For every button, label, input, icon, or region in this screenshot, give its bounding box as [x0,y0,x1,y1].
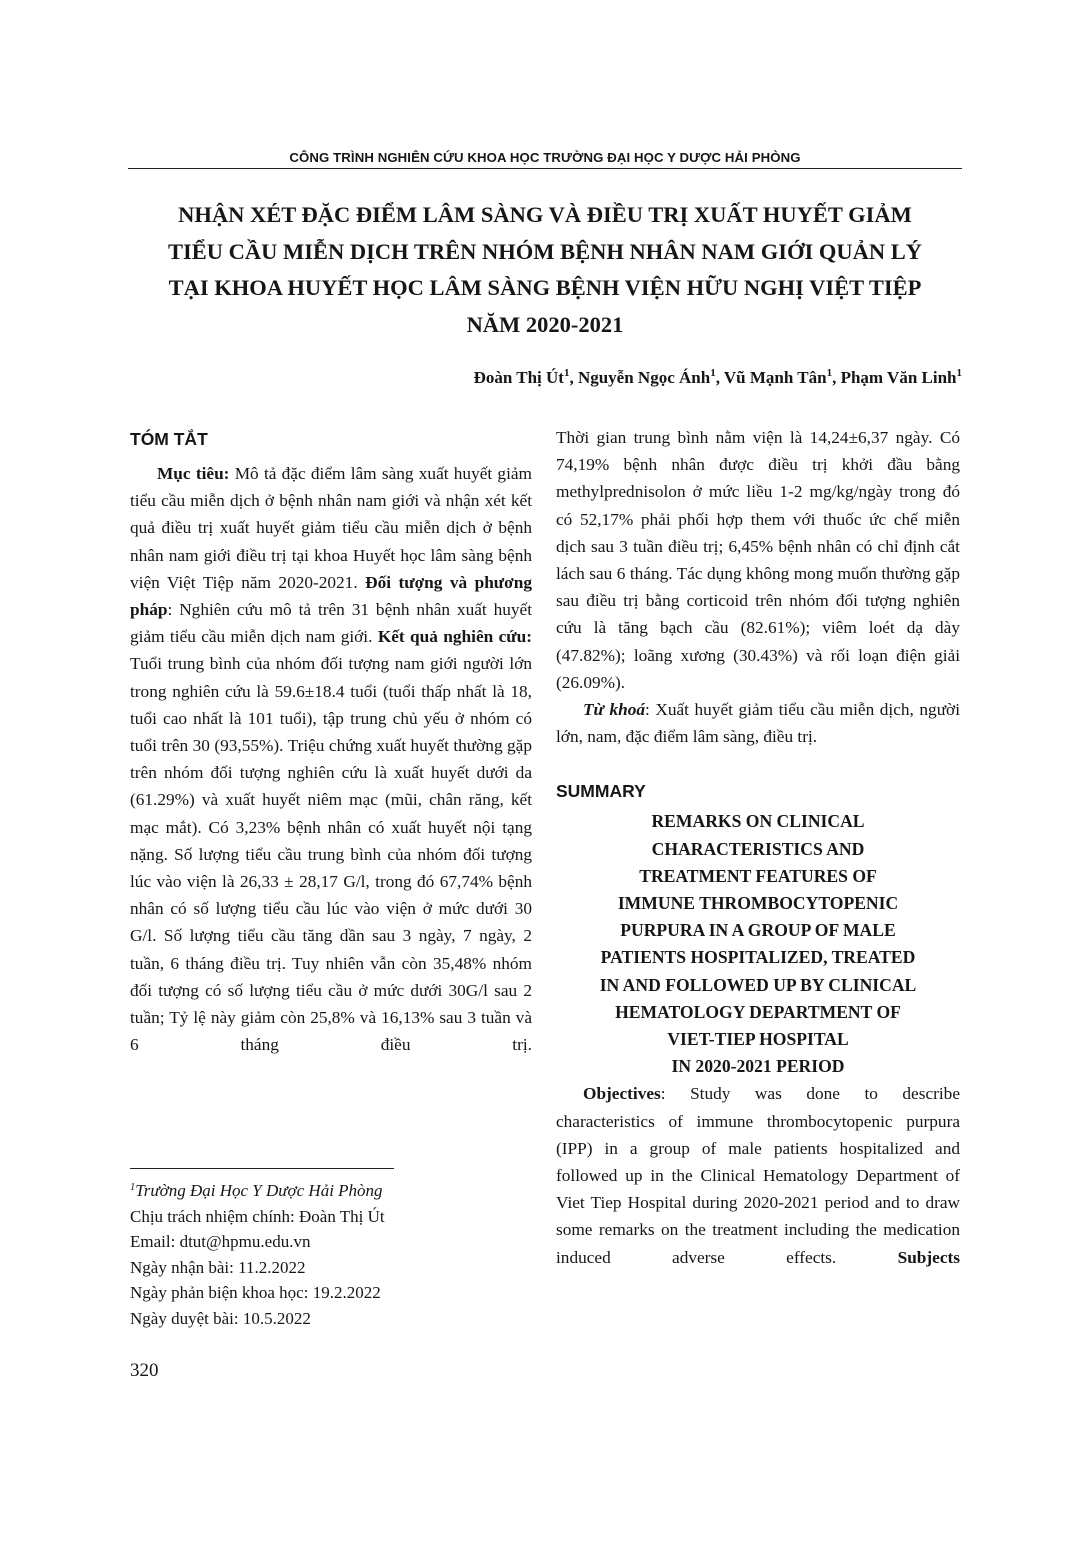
received-date: Ngày nhận bài: 11.2.2022 [130,1257,306,1277]
abstract-paragraph [130,460,532,1058]
running-header: CÔNG TRÌNH NGHIÊN CỨU KHOA HỌC TRƯỜNG ĐẠI HỌC Y DƯỢC HẢI PHÒNG [289,150,801,165]
english-title-line: IN AND FOLLOWED UP BY CLINICAL [599,974,917,995]
english-title-line: IN 2020-2021 PERIOD [671,1056,845,1077]
english-title-line: VIET-TIEP HOSPITAL [667,1029,849,1050]
objectives-label: Objectives [583,1084,661,1104]
results-label: Kết quả nghiên cứu: [377,627,533,647]
corresponding-author: Chịu trách nhiệm chính: Đoàn Thị Út [130,1206,385,1226]
left-column [130,424,532,1058]
review-date: Ngày phản biện khoa học: 19.2.2022 [130,1283,381,1303]
author-name: Nguyễn Ngọc Ánh [577,368,711,387]
affiliation-mark: 1 [710,367,716,379]
abstract-heading: TÓM TẮT [130,429,208,449]
keywords-label: Từ khoá [583,700,646,720]
english-title-line: PURPURA IN A GROUP OF MALE [620,920,896,941]
methods-text: : Nghiên cứu mô tả trên 31 bệnh nhân xuất huyết giảm tiểu cầu miễn dịch nam giới. [130,600,532,647]
objective-text: Mô tả đặc điểm lâm sàng xuất huyết giảm tiểu cầu miễn dịch ở bệnh nhân nam giới và nhận xét kết quả điều trị xuất huyết giảm tiểu cầu miễn dịch ở bệnh nhân nam giới điều trị tại khoa Huyết học lâm sàng bệnh viện Việt Tiệp năm 2020-2021. [130,464,532,592]
objectives-text: : Study was done to describe characteristics of immune thrombocytopenic purpura (IPP) in a group of male patients hospitalized and followed up in the Clinical Hematology Department of Viet Tiep Hospital during 2020-2021 period and to draw some remarks on the treatment including the medication induced adverse effects. [556,1084,960,1267]
english-title [556,808,960,1080]
results-text: Tuổi trung bình của nhóm đối tượng nam giới người lớn trong nghiên cứu là 59.6±18.4 tuổi (tuổi thấp nhất là 18, tuổi cao nhất là 101 tuổi), tập trung chủ yếu ở nhóm có tuổi trên 30 (93,55%). Triệu chứng xuất huyết thường gặp trên nhóm đối tượng nghiên cứu là xuất huyết dưới da (61.29%) và xuất huyết niêm mạc (mũi, chân răng, kết mạc mắt). Có 3,23% bệnh nhân có xuất huyết nội tạng nặng. Số lượng tiểu cầu trung bình của nhóm đối tượng lúc vào viện là 26,33 ± 28,17 G/l, trong đó 67,74% bệnh nhân có số lượng tiểu cầu lúc vào viện ở mức dưới 30 G/l. Số lượng tiểu cầu tăng dần sau 3 ngày, 7 ngày, 2 tuần, 6 tháng điều trị. Tuy nhiên vẫn còn 35,48% nhóm đối tượng có số lượng tiểu cầu ở mức dưới 30G/l sau 2 tuần; Tỷ lệ này giảm còn 25,8% và 16,13% sau 3 tuần và 6 tháng điều trị. [130,654,532,1055]
author-separator: , [569,368,578,387]
title-line: TẠI KHOA HUYẾT HỌC LÂM SÀNG BỆNH VIỆN HỮU NGHỊ VIỆT TIỆP [168,275,922,300]
title-line: TIỂU CẦU MIỄN DỊCH TRÊN NHÓM BỆNH NHÂN NAM GIỚI QUẢN LÝ [167,238,922,264]
author-name: Phạm Văn Linh [840,368,957,387]
abstract-continuation: Thời gian trung bình nằm viện là 14,24±6,37 ngày. Có 74,19% bệnh nhân được điều trị khởi đầu bằng methylprednisolon ở mức liều 1-2 mg/kg/ngày trong đó có 52,17% phải phối hợp them với thuốc ức chế miễn dịch sau 3 tuần điều trị; 6,45% bệnh nhân có chỉ định cắt lách sau 6 tháng. Tác dụng không mong muốn thường gặp sau điều trị bằng corticoid trên nhóm đối tượng nghiên cứu là tăng bạch cầu (82.61%); viêm loét dạ dày (47.82%); loãng xương (30.43%) và rối loạn điện giải (26.09%). [556,428,960,692]
english-title-line: IMMUNE THROMBOCYTOPENIC [617,893,899,914]
author-name: Vũ Mạnh Tân [723,368,827,387]
right-column [556,424,960,1271]
author-separator: , [832,368,841,387]
email: Email: dtut@hpmu.edu.vn [130,1232,311,1252]
methods-label: Đối tượng và phương pháp [130,572,532,620]
objective-label: Mục tiêu: [157,464,230,483]
title-line: NHẬN XÉT ĐẶC ĐIỂM LÂM SÀNG VÀ ĐIỀU TRỊ XUẤT HUYẾT GIẢM [178,202,912,227]
affiliation-mark: 1 [563,367,570,379]
keywords [556,696,960,750]
english-title-line: PATIENTS HOSPITALIZED, TREATED [600,947,916,968]
english-title-line: CHARACTERISTICS AND [651,838,865,859]
affiliation: Trường Đại Học Y Dược Hải Phòng [135,1181,383,1200]
subjects-label: Subjects [897,1247,960,1267]
article-title [128,197,962,343]
affiliation-mark: 1 [826,367,833,379]
english-title-line: REMARKS ON CLINICAL [651,811,865,832]
footnote-divider [130,1168,394,1169]
header-divider [128,168,962,169]
author-list [474,368,962,388]
title-line: NĂM 2020-2021 [466,311,624,337]
accepted-date: Ngày duyệt bài: 10.5.2022 [130,1308,311,1328]
affiliation-mark: 1 [130,1182,136,1193]
english-title-line: TREATMENT FEATURES OF [639,865,877,886]
english-title-line: HEMATOLOGY DEPARTMENT OF [615,1001,901,1022]
footnote [130,1178,550,1332]
affiliation-mark: 1 [956,367,962,379]
page-number: 320 [130,1360,159,1381]
author-separator: , [715,368,724,387]
summary-paragraph [556,1080,960,1270]
author-name: Đoàn Thị Út [473,368,564,387]
keywords-text: : Xuất huyết giảm tiểu cầu miễn dịch, người lớn, nam, đặc điểm lâm sàng, điều trị. [556,700,961,747]
summary-heading: SUMMARY [556,781,646,802]
